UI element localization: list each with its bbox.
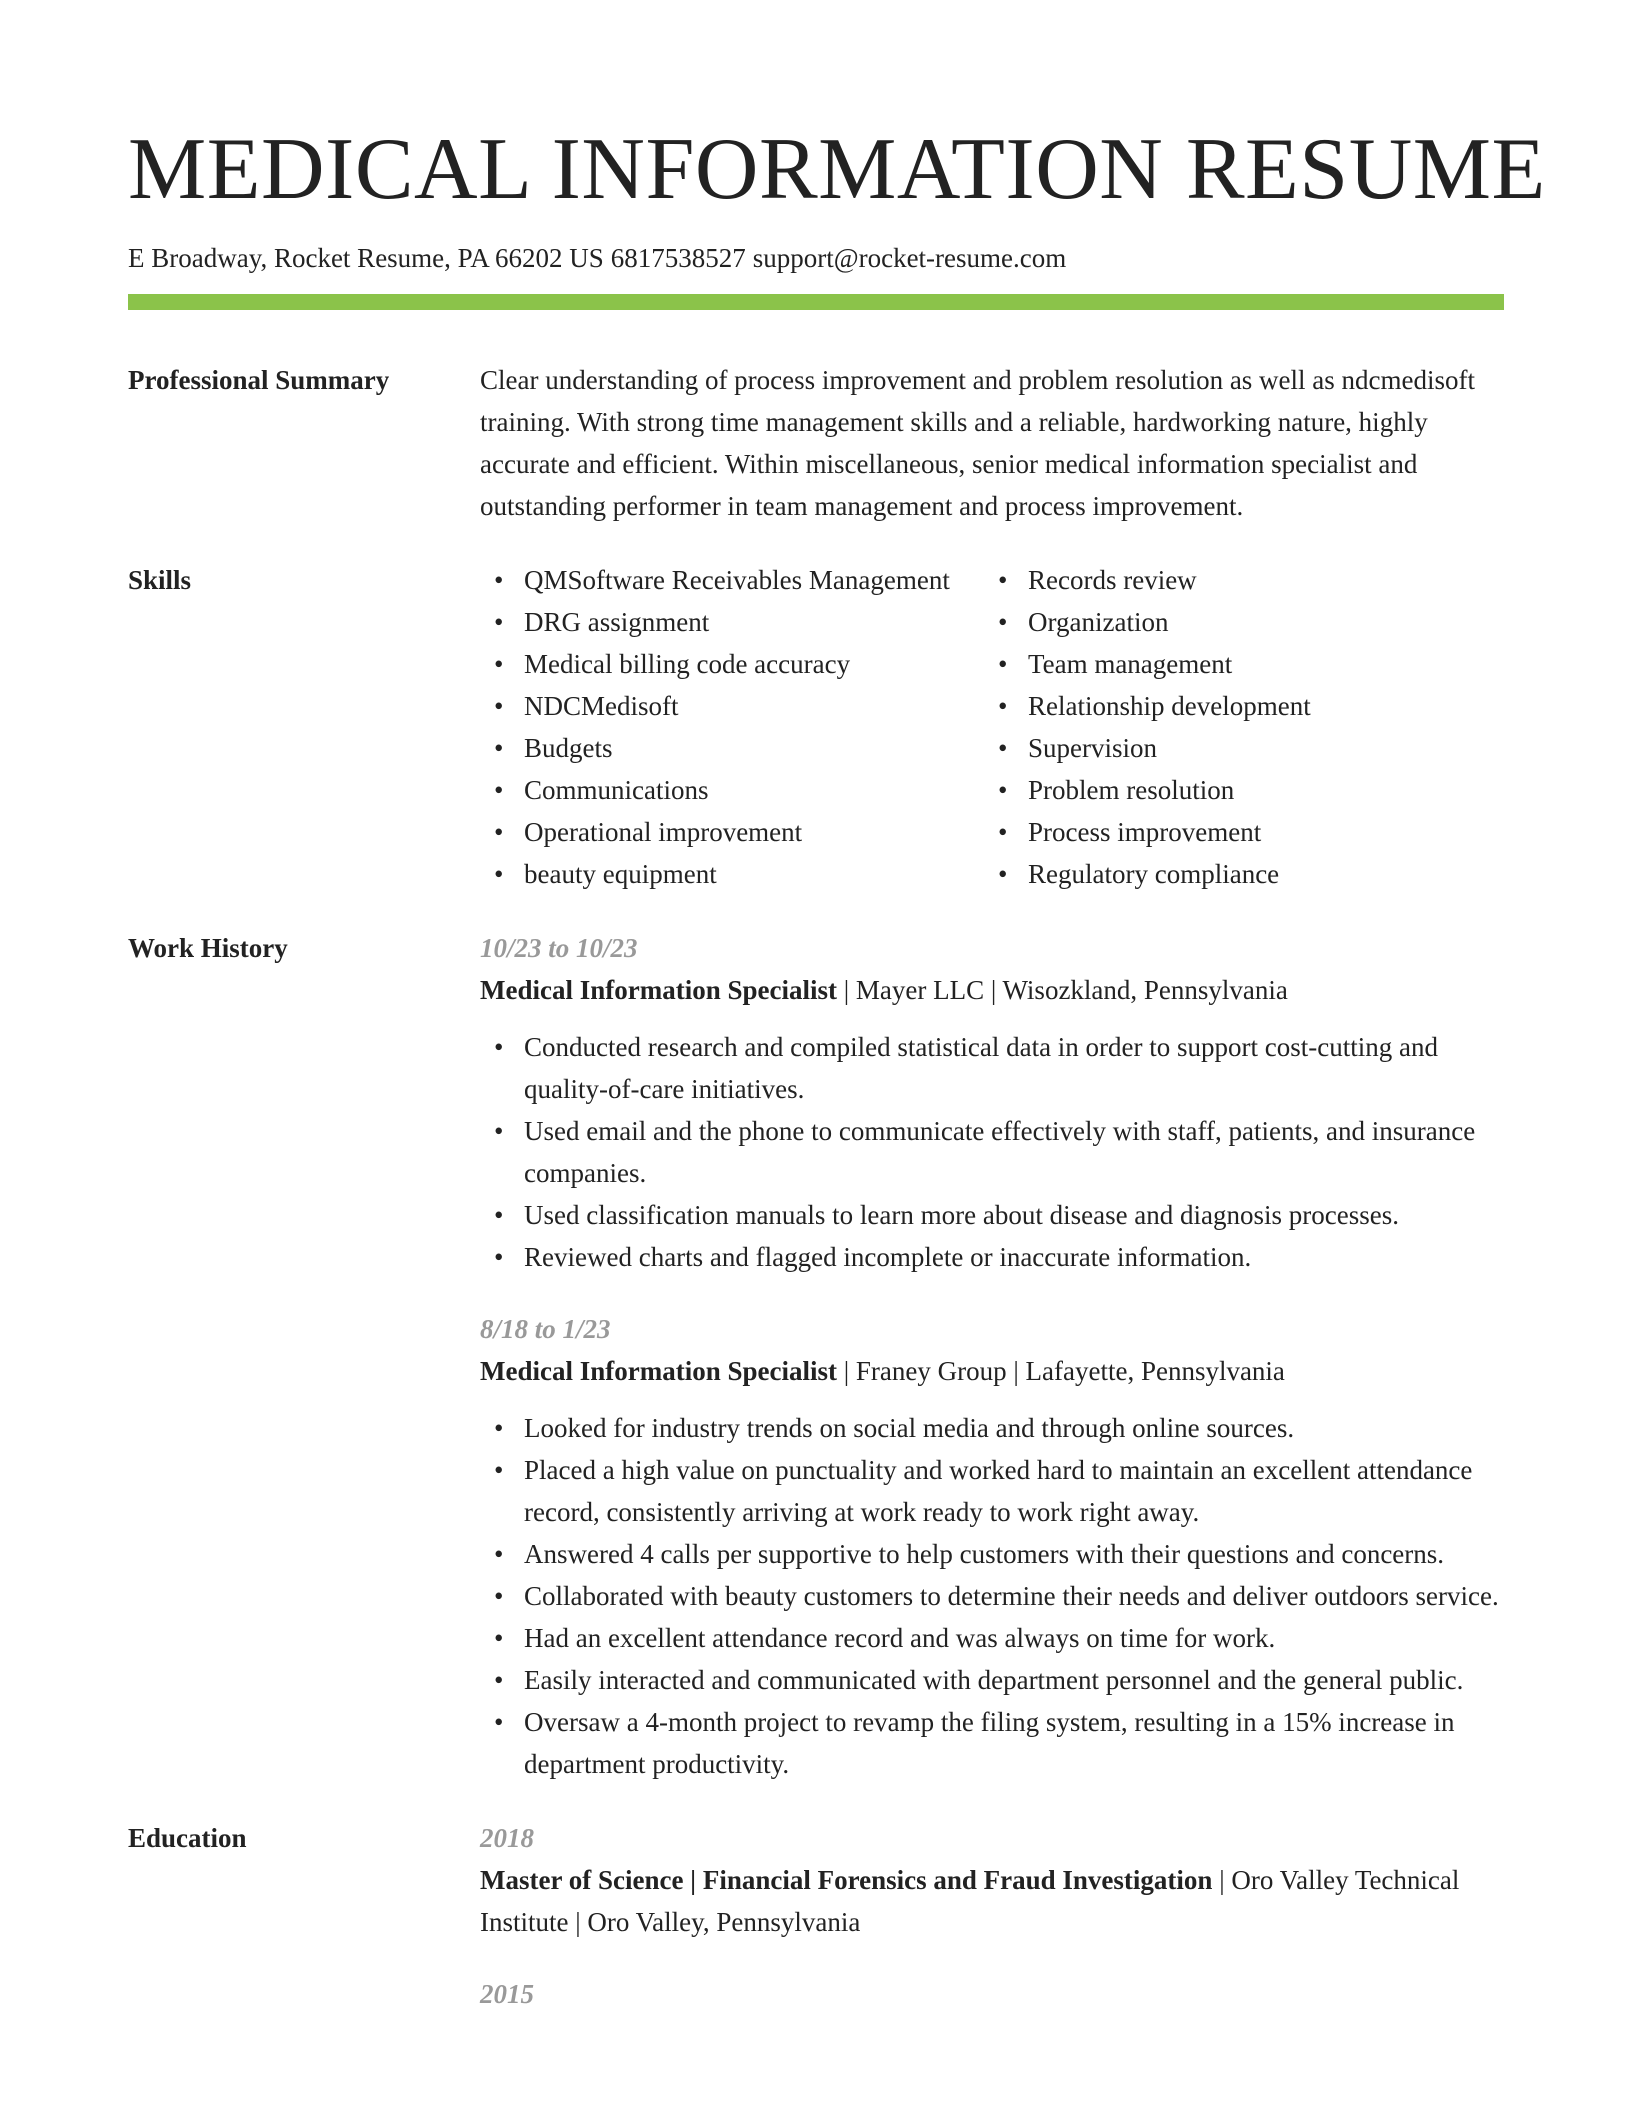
education-year: 2018 bbox=[480, 1823, 534, 1854]
job-duty: • Used email and the phone to communicate effectively with staff, patients, and insurance companies. bbox=[480, 1110, 1504, 1194]
job-duty: • Had an excellent attendance record and was always on time for work. bbox=[480, 1617, 1504, 1659]
job-heading: Medical Information Specialist | Franey Group | Lafayette, Pennsylvania bbox=[480, 1356, 1285, 1387]
education-heading-line: Master of Science | Financial Forensics and Fraud Investigation | Oro Valley Technical Institute | Oro Valley, Pennsylvania bbox=[480, 1865, 1460, 1938]
job-company: Mayer LLC bbox=[855, 975, 985, 1006]
skill-item: • Budgets bbox=[480, 727, 984, 769]
contact-line bbox=[128, 242, 1504, 274]
job-duty: • Reviewed charts and flagged incomplete or inaccurate information. bbox=[480, 1236, 1504, 1278]
skill-item: • Regulatory compliance bbox=[984, 853, 1311, 895]
job-heading: Medical Information Specialist | Mayer LLC | Wisozkland, Pennsylvania bbox=[480, 975, 1288, 1006]
job-title: Medical Information Specialist bbox=[480, 975, 837, 1006]
education-entry bbox=[480, 1817, 1504, 1943]
job-duties bbox=[480, 1407, 1504, 1785]
job-duty: • Placed a high value on punctuality and worked hard to maintain an excellent attendance record, consistently arriving at work ready to work right away. bbox=[480, 1449, 1504, 1533]
skill-item: • Operational improvement bbox=[480, 811, 984, 853]
contact-address: E Broadway, Rocket Resume, PA 66202 US bbox=[128, 243, 604, 273]
education-degree: Master of Science | Financial Forensics and Fraud Investigation bbox=[480, 1865, 1213, 1896]
skill-item: • beauty equipment bbox=[480, 853, 984, 895]
job-entry bbox=[480, 1308, 1504, 1785]
job-duty: • Conducted research and compiled statistical data in order to support cost-cutting and quality-of-care initiatives. bbox=[480, 1026, 1504, 1110]
job-duty: • Answered 4 calls per supportive to help customers with their questions and concerns. bbox=[480, 1533, 1504, 1575]
skill-item: • Supervision bbox=[984, 727, 1311, 769]
education-school: Oro Valley Technical Institute bbox=[480, 1865, 1460, 1938]
job-duties bbox=[480, 1026, 1504, 1278]
skill-item: • Problem resolution bbox=[984, 769, 1311, 811]
skill-item: • Medical billing code accuracy bbox=[480, 643, 984, 685]
skills-heading: Skills bbox=[128, 565, 192, 596]
job-duty: • Looked for industry trends on social media and through online sources. bbox=[480, 1407, 1504, 1449]
job-dates: 8/18 to 1/23 bbox=[480, 1314, 611, 1345]
skill-item: • Process improvement bbox=[984, 811, 1311, 853]
skill-item: • Relationship development bbox=[984, 685, 1311, 727]
job-duty: • Easily interacted and communicated with department personnel and the general public. bbox=[480, 1659, 1504, 1701]
summary-section bbox=[128, 359, 1504, 527]
job-duty: • Oversaw a 4-month project to revamp the filing system, resulting in a 15% increase in department productivity. bbox=[480, 1701, 1504, 1785]
resume-page bbox=[128, 0, 1546, 2015]
work-history-heading: Work History bbox=[128, 933, 288, 964]
job-location: Wisozkland, Pennsylvania bbox=[1002, 975, 1288, 1006]
summary-text: Clear understanding of process improvement and problem resolution as well as ndcmedisoft training. With strong time management skills and a reliable, hardworking nature, highly accurate and efficient. Within miscellaneous, senior medical information specialist and outstanding performer in team management and process improvement. bbox=[480, 365, 1476, 522]
education-year: 2015 bbox=[480, 1979, 534, 2010]
skills-column-right bbox=[984, 559, 1311, 895]
job-duty: • Used classification manuals to learn more about disease and diagnosis processes. bbox=[480, 1194, 1504, 1236]
skill-item: • DRG assignment bbox=[480, 601, 984, 643]
job-dates: 10/23 to 10/23 bbox=[480, 933, 638, 964]
contact-phone: 6817538527 bbox=[610, 243, 746, 273]
skills-section bbox=[128, 559, 1504, 895]
skill-item: • Records review bbox=[984, 559, 1311, 601]
skills-column-left bbox=[480, 559, 984, 895]
job-company: Franey Group bbox=[855, 1356, 1007, 1387]
skills-grid bbox=[480, 559, 1504, 895]
work-history-body bbox=[480, 927, 1504, 1785]
skill-item: • Communications bbox=[480, 769, 984, 811]
education-heading: Education bbox=[128, 1823, 247, 1854]
skill-item: • QMSoftware Receivables Management bbox=[480, 559, 984, 601]
accent-divider bbox=[128, 294, 1504, 310]
job-duty: • Collaborated with beauty customers to determine their needs and deliver outdoors service. bbox=[480, 1575, 1504, 1617]
skill-item: • Organization bbox=[984, 601, 1311, 643]
job-title: Medical Information Specialist bbox=[480, 1356, 837, 1387]
education-location: Oro Valley, Pennsylvania bbox=[587, 1907, 861, 1938]
resume-title: MEDICAL INFORMATION RESUME bbox=[128, 121, 1546, 218]
education-section bbox=[128, 1817, 1504, 2015]
job-entry bbox=[480, 927, 1504, 1278]
contact-email: support@rocket-resume.com bbox=[752, 243, 1067, 273]
education-entry bbox=[480, 1973, 1504, 2015]
education-body bbox=[480, 1817, 1504, 2015]
work-history-section bbox=[128, 927, 1504, 1785]
skill-item: • NDCMedisoft bbox=[480, 685, 984, 727]
summary-heading: Professional Summary bbox=[128, 365, 390, 396]
skill-item: • Team management bbox=[984, 643, 1311, 685]
job-location: Lafayette, Pennsylvania bbox=[1025, 1356, 1285, 1387]
